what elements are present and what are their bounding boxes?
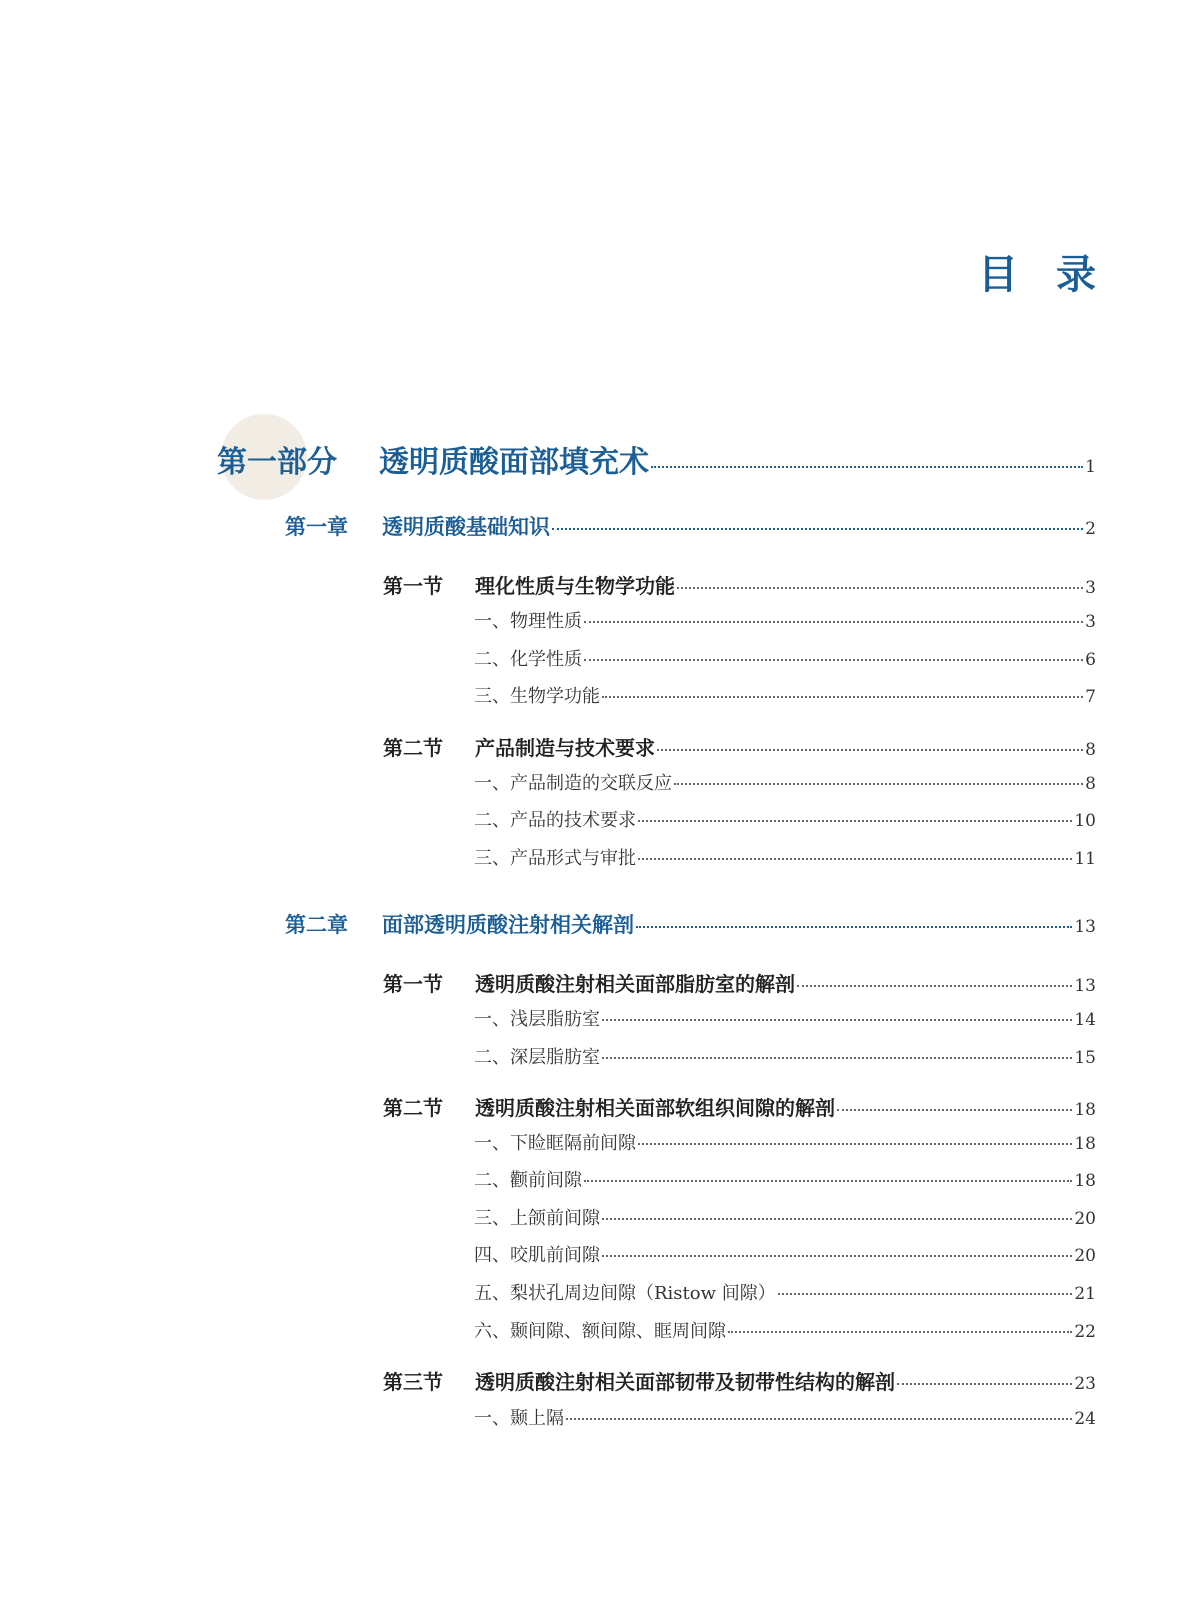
dot-leader	[602, 1057, 1072, 1059]
toc-entry-page-number: 13	[1074, 917, 1096, 937]
toc-entry-page-number: 8	[1085, 774, 1096, 794]
toc-entry-title: 三、生物学功能	[474, 686, 600, 707]
dot-leader	[584, 621, 1083, 623]
dot-leader	[602, 1019, 1072, 1021]
toc-entry-page-number: 13	[1074, 976, 1096, 996]
toc-entry-title: 三、上颌前间隙	[474, 1208, 600, 1229]
toc-entry-page-number: 3	[1085, 578, 1096, 598]
dot-leader	[657, 749, 1083, 751]
toc-entry-number: 第一节	[383, 574, 443, 598]
toc-entry-title: 二、颧前间隙	[474, 1170, 582, 1191]
dot-leader	[638, 820, 1072, 822]
toc-entry-title: 一、产品制造的交联反应	[474, 773, 672, 794]
toc-entry-number: 第三节	[383, 1370, 443, 1394]
toc-entry-part	[217, 437, 1096, 481]
toc-entry-page-number: 20	[1074, 1209, 1096, 1229]
toc-entry-page-number: 8	[1085, 740, 1096, 760]
dot-leader	[638, 858, 1072, 860]
dot-leader	[566, 1418, 1072, 1420]
toc-entry-section	[383, 1092, 1096, 1121]
toc-entry-title: 六、颞间隙、额间隙、眶周间隙	[474, 1321, 726, 1342]
dot-leader	[602, 1218, 1072, 1220]
toc-entry-page-number: 18	[1074, 1171, 1096, 1191]
toc-entry-item	[474, 1005, 1096, 1031]
dot-leader	[674, 783, 1083, 785]
toc-entry-title: 透明质酸面部填充术	[379, 445, 649, 480]
dot-leader	[602, 696, 1083, 698]
toc-entry-item	[474, 607, 1096, 633]
toc-entry-section	[383, 732, 1096, 761]
toc-entry-number: 第一章	[285, 514, 348, 539]
toc-entry-title: 二、深层脂肪室	[474, 1047, 600, 1068]
toc-entry-title: 透明质酸注射相关面部软组织间隙的解剖	[475, 1096, 835, 1120]
toc-entry-title: 面部透明质酸注射相关解剖	[382, 912, 634, 937]
toc-entry-item	[474, 1279, 1096, 1305]
toc-entry-page-number: 14	[1074, 1010, 1096, 1030]
dot-leader	[728, 1331, 1072, 1333]
toc-entry-page-number: 11	[1074, 849, 1096, 869]
toc-entry-title: 透明质酸注射相关面部韧带及韧带性结构的解剖	[475, 1370, 895, 1394]
toc-entry-page-number: 18	[1074, 1134, 1096, 1154]
dot-leader	[897, 1383, 1072, 1385]
toc-entry-item	[474, 1404, 1096, 1430]
toc-entry-page-number: 10	[1074, 811, 1096, 831]
toc-entry-title: 一、物理性质	[474, 611, 582, 632]
toc-entry-page-number: 18	[1074, 1100, 1096, 1120]
toc-entry-section	[383, 1366, 1096, 1395]
toc-entry-item	[474, 682, 1096, 708]
dot-leader	[638, 1143, 1072, 1145]
dot-leader	[602, 1255, 1072, 1257]
toc-entry-item	[474, 769, 1096, 795]
toc-entry-title: 透明质酸基础知识	[382, 514, 550, 539]
toc-entry-item	[474, 1317, 1096, 1343]
dot-leader	[837, 1109, 1072, 1111]
toc-entry-number: 第二章	[285, 912, 348, 937]
dot-leader	[778, 1293, 1073, 1295]
toc-entry-item	[474, 1043, 1096, 1069]
toc-entry-page-number: 23	[1074, 1374, 1096, 1394]
toc-entry-number: 第二节	[383, 736, 443, 760]
dot-leader	[636, 926, 1072, 928]
toc-entry-item	[474, 1204, 1096, 1230]
dot-leader	[797, 985, 1072, 987]
toc-entry-page-number: 3	[1085, 612, 1096, 632]
toc-entry-section	[383, 968, 1096, 997]
toc-entry-title: 透明质酸注射相关面部脂肪室的解剖	[475, 972, 795, 996]
toc-entry-item	[474, 1129, 1096, 1155]
toc-entry-section	[383, 570, 1096, 599]
toc-entry-page-number: 7	[1085, 687, 1096, 707]
toc-entry-page-number: 6	[1085, 650, 1096, 670]
toc-entry-item	[474, 844, 1096, 870]
toc-entry-chapter	[285, 511, 1096, 541]
toc-entry-chapter	[285, 909, 1096, 939]
toc-entry-item	[474, 645, 1096, 671]
dot-leader	[677, 587, 1083, 589]
toc-entry-item	[474, 1241, 1096, 1267]
toc-entry-title: 三、产品形式与审批	[474, 848, 636, 869]
toc-entry-page-number: 15	[1074, 1048, 1096, 1068]
toc-entry-page-number: 22	[1074, 1322, 1096, 1342]
toc-entry-title: 一、颞上隔	[474, 1408, 564, 1429]
toc-entry-item	[474, 806, 1096, 832]
toc-entry-page-number: 2	[1085, 519, 1096, 539]
toc-entry-title: 理化性质与生物学功能	[475, 574, 675, 598]
dot-leader	[584, 1180, 1072, 1182]
toc-entry-page-number: 20	[1074, 1246, 1096, 1266]
toc-entry-title: 二、化学性质	[474, 649, 582, 670]
toc-entry-number: 第一部分	[217, 445, 337, 480]
toc-entry-title: 产品制造与技术要求	[475, 736, 655, 760]
toc-entry-title: 一、下睑眶隔前间隙	[474, 1133, 636, 1154]
page-title: 目录	[978, 252, 1134, 298]
toc-entry-number: 第二节	[383, 1096, 443, 1120]
toc-entry-title: 一、浅层脂肪室	[474, 1009, 600, 1030]
toc-entry-page-number: 1	[1085, 457, 1096, 477]
toc-entry-page-number: 21	[1074, 1284, 1096, 1304]
toc-entry-item	[474, 1166, 1096, 1192]
dot-leader	[584, 659, 1083, 661]
toc-entry-number: 第一节	[383, 972, 443, 996]
toc-entry-page-number: 24	[1074, 1409, 1096, 1429]
dot-leader	[552, 528, 1083, 530]
toc-entry-title: 四、咬肌前间隙	[474, 1245, 600, 1266]
toc-entry-title: 五、梨状孔周边间隙（Ristow 间隙）	[474, 1283, 776, 1304]
dot-leader	[651, 466, 1083, 468]
toc-entry-title: 二、产品的技术要求	[474, 810, 636, 831]
